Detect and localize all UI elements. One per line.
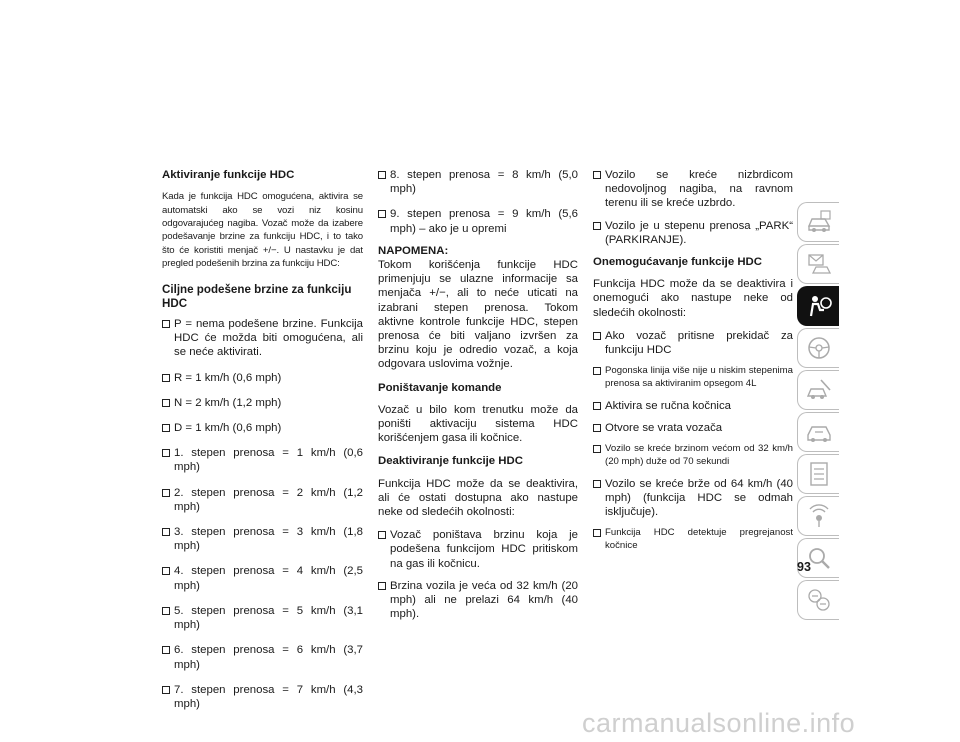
- checkbox-bullet-icon: [162, 686, 170, 694]
- list-item: Aktivira se ručna kočnica: [593, 399, 793, 413]
- checkbox-bullet-icon: [162, 489, 170, 497]
- checkbox-bullet-icon: [593, 222, 601, 230]
- checkbox-bullet-icon: [593, 529, 601, 537]
- airbag-safety-icon: [805, 292, 833, 320]
- list-item: Vozač poništava brzinu koja je podešena funkcijom HDC pritiskom na gas ili kočnicu.: [378, 528, 578, 571]
- list-item: Pogonska linija više nije u niskim stepenima prenosa sa aktiviranim opsegom 4L: [593, 365, 793, 391]
- cancel-text: Vozač u bilo kom trenutku može da poništi aktivaciju sistema HDC korišćenjem gasa ili kočnice.: [378, 403, 578, 445]
- tab-language[interactable]: [797, 580, 839, 620]
- list-item: Funkcija HDC detektuje pregrejanost kočnice: [593, 527, 793, 553]
- intro-paragraph: Kada je funkcija HDC omogućena, aktivira se automatski ako se vozi niz kosinu odgovarajućeg nagiba. Vozač može da izabere podešavanje brzine za funkciju HDC, i to tako što će koristiti menjač +/−. U nastavku je dat pregled podešenih brzina za funkciju HDC:: [162, 191, 363, 270]
- list-item: Vozilo se kreće brže od 64 km/h (40 mph) (funkcija HDC se odmah isključuje).: [593, 477, 793, 520]
- list-item: Brzina vozila je veća od 32 km/h (20 mph) ali ne prelazi 64 km/h (40 mph).: [378, 579, 578, 622]
- subheading: Ciljne podešene brzine za funkciju HDC: [162, 282, 352, 310]
- list-item: 8. stepen prenosa = 8 km/h (5,0 mph): [378, 168, 578, 196]
- tab-checklist[interactable]: [797, 454, 839, 494]
- language-icon: [805, 586, 833, 614]
- deactivate-list: [378, 528, 578, 621]
- section-heading: Aktiviranje funkcije HDC: [162, 169, 295, 181]
- checkbox-bullet-icon: [162, 607, 170, 615]
- disable-heading: Onemogućavanje funkcije HDC: [593, 256, 763, 269]
- list-item: N = 2 km/h (1,2 mph): [162, 396, 363, 410]
- disable-text: Funkcija HDC može da se deaktivira i onemogući ako nastupe neke od sledećih okolnosti:: [593, 278, 793, 319]
- disable-list: [593, 329, 793, 553]
- watermark: carmanualsonline.info: [582, 708, 856, 738]
- checkbox-bullet-icon: [162, 449, 170, 457]
- list-item: 4. stepen prenosa = 4 km/h (2,5 mph): [162, 564, 363, 592]
- steering-wheel-icon: [805, 334, 833, 362]
- list-item: Otvore se vrata vozača: [593, 421, 793, 435]
- tab-airbag-safety[interactable]: [797, 286, 839, 326]
- car-mail-icon: [805, 250, 833, 278]
- deactivate-heading: Deaktiviranje funkcije HDC: [378, 455, 523, 468]
- tab-car-service[interactable]: [797, 412, 839, 452]
- deactivate-list-continued: [593, 168, 793, 247]
- cancel-heading: Poništavanje komande: [378, 381, 502, 394]
- tab-car-repair[interactable]: [797, 370, 839, 410]
- column-left: [162, 168, 363, 722]
- list-item: Vozilo je u stepenu prenosa „PARK“ (PARKIRANJE).: [593, 219, 793, 247]
- list-item: Vozilo se kreće brzinom većom od 32 km/h (20 mph) duže od 70 sekundi: [593, 443, 793, 469]
- list-item: 9. stepen prenosa = 9 km/h (5,6 mph) – ako je u opremi: [378, 207, 578, 235]
- list-item: P = nema podešene brzine. Funkcija HDC će možda biti omogućena, ali se neće aktivirati.: [162, 317, 363, 360]
- deactivate-text: Funkcija HDC može da se deaktivira, ali će ostati dostupna ako nastupe neke od sledećih okolnosti:: [378, 477, 578, 519]
- list-item: Vozilo se kreće nizbrdicom nedovoljnog nagiba, na ravnom terenu ili se kreće uzbrdo.: [593, 168, 793, 211]
- checkbox-bullet-icon: [162, 374, 170, 382]
- speed-list-continued: [378, 168, 578, 236]
- checkbox-bullet-icon: [593, 402, 601, 410]
- checkbox-bullet-icon: [378, 582, 386, 590]
- page-number: 93: [797, 560, 811, 574]
- checkbox-bullet-icon: [162, 646, 170, 654]
- checkbox-bullet-icon: [593, 424, 601, 432]
- list-item: D = 1 km/h (0,6 mph): [162, 421, 363, 435]
- list-item: 1. stepen prenosa = 1 km/h (0,6 mph): [162, 446, 363, 474]
- column-right: [593, 168, 793, 561]
- tab-radio-signal[interactable]: [797, 496, 839, 536]
- list-item: 7. stepen prenosa = 7 km/h (4,3 mph): [162, 683, 363, 711]
- list-item: 5. stepen prenosa = 5 km/h (3,1 mph): [162, 604, 363, 632]
- checkbox-bullet-icon: [378, 210, 386, 218]
- list-item: 6. stepen prenosa = 6 km/h (3,7 mph): [162, 643, 363, 671]
- checkbox-bullet-icon: [162, 424, 170, 432]
- list-item: Ako vozač pritisne prekidač za funkciju HDC: [593, 329, 793, 357]
- tab-car-info[interactable]: [797, 202, 839, 242]
- checkbox-bullet-icon: [162, 567, 170, 575]
- checkbox-bullet-icon: [162, 320, 170, 328]
- checkbox-bullet-icon: [378, 171, 386, 179]
- column-middle: [378, 168, 578, 629]
- list-item: 3. stepen prenosa = 3 km/h (1,8 mph): [162, 525, 363, 553]
- radio-signal-icon: [805, 502, 833, 530]
- tab-steering-wheel[interactable]: [797, 328, 839, 368]
- list-item: R = 1 km/h (0,6 mph): [162, 371, 363, 385]
- car-repair-icon: [805, 376, 833, 404]
- speed-list: [162, 317, 363, 711]
- car-service-icon: [805, 418, 833, 446]
- checkbox-bullet-icon: [162, 399, 170, 407]
- checkbox-bullet-icon: [593, 445, 601, 453]
- checkbox-bullet-icon: [162, 528, 170, 536]
- note-text: Tokom korišćenja funkcije HDC primenjuju se ulazne informacije sa menjača +/−, ali to neće uticati na izabrani stepen prenosa. Tokom aktivne kontrole funkcije HDC, stepen prenosa će biti valjano izvršen za brzinu koju je odredio vozač, a koja odgovara uslovima vožnje.: [378, 259, 578, 371]
- checkbox-bullet-icon: [378, 531, 386, 539]
- note-title: NAPOMENA:: [378, 244, 449, 257]
- checkbox-bullet-icon: [593, 332, 601, 340]
- checkbox-bullet-icon: [593, 367, 601, 375]
- chapter-tabs: [797, 202, 841, 622]
- tab-car-mail[interactable]: [797, 244, 839, 284]
- checkbox-bullet-icon: [593, 171, 601, 179]
- car-info-icon: [805, 208, 833, 236]
- checkbox-bullet-icon: [593, 480, 601, 488]
- checklist-icon: [805, 460, 833, 488]
- list-item: 2. stepen prenosa = 2 km/h (1,2 mph): [162, 486, 363, 514]
